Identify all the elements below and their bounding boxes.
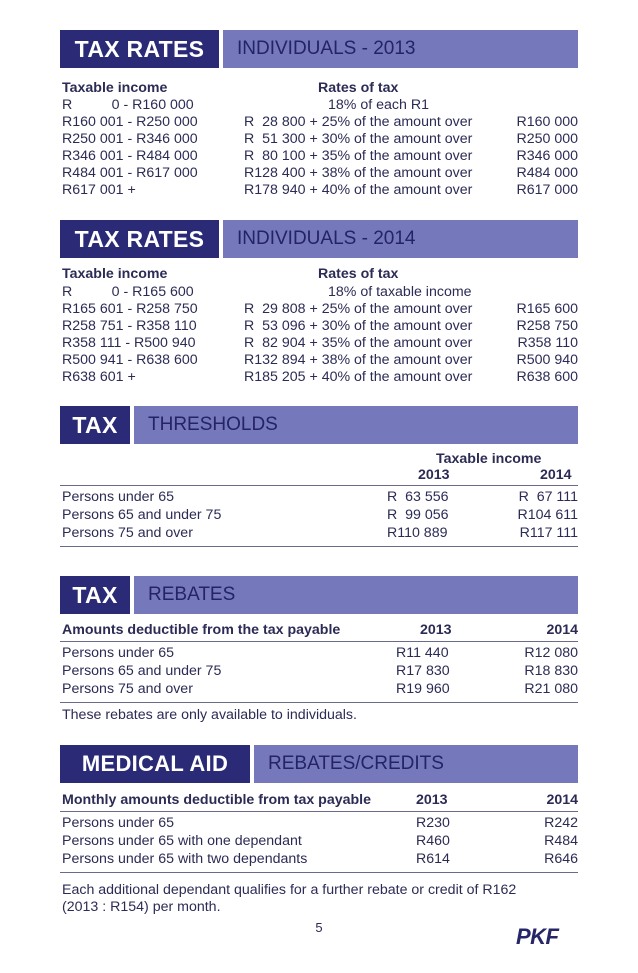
banner-title: TAX (60, 406, 130, 444)
table-row (62, 318, 578, 335)
rate: R 53 096 + 30% of the amount over (244, 318, 473, 334)
tax-thresholds-banner (60, 406, 578, 444)
table-row (62, 182, 578, 199)
divider (60, 485, 578, 486)
rebates-year-2013: 2013 (420, 622, 452, 638)
income-band: R160 001 - R250 000 (62, 114, 198, 130)
value-2013: R11 440 (396, 645, 449, 661)
medical-header-row (62, 792, 578, 809)
row-label: Persons under 65 with two dependants (62, 851, 308, 867)
banner-subtitle: REBATES (134, 576, 578, 614)
value-2013: R17 830 (396, 663, 450, 679)
col-header-taxable-income: Taxable income (62, 80, 168, 96)
income-band: R250 001 - R346 000 (62, 131, 198, 147)
rate: 18% of each R1 (328, 97, 429, 113)
table-row (62, 114, 578, 131)
medical-note-line-1: Each additional dependant qualifies for a further rebate or credit of R162 (62, 882, 517, 898)
col-header-rates-of-tax: Rates of tax (318, 266, 399, 282)
banner-subtitle: INDIVIDUALS - 2014 (223, 220, 578, 258)
divider (60, 811, 578, 812)
page-number: 5 (315, 920, 323, 935)
rate: R 51 300 + 30% of the amount over (244, 131, 473, 147)
col-header-taxable-income: Taxable income (62, 266, 168, 282)
income-band: R638 601 + (62, 369, 136, 385)
table-row (62, 663, 578, 680)
table-row (62, 165, 578, 182)
value-2014: R117 111 (519, 525, 578, 541)
amount-over: R358 110 (517, 335, 578, 351)
table-row (62, 131, 578, 148)
amount-over: R346 000 (516, 148, 578, 164)
row-label: Persons 75 and over (62, 525, 193, 541)
medical-year-2014: 2014 (546, 792, 578, 808)
income-band: R165 601 - R258 750 (62, 301, 198, 317)
rate: R 29 808 + 25% of the amount over (244, 301, 473, 317)
value-2013: R110 889 (387, 525, 448, 541)
table-row (62, 489, 578, 506)
amount-over: R165 600 (516, 301, 578, 317)
table-row (62, 507, 578, 524)
value-2013: R460 (416, 833, 450, 849)
value-2014: R18 830 (524, 663, 578, 679)
amount-over: R484 000 (516, 165, 578, 181)
col-header-rates-of-tax: Rates of tax (318, 80, 399, 96)
rate: R132 894 + 38% of the amount over (244, 352, 473, 368)
value-2014: R484 (544, 833, 578, 849)
banner-subtitle: INDIVIDUALS - 2013 (223, 30, 578, 68)
table-row (62, 284, 578, 301)
table-row (62, 833, 578, 850)
row-label: Persons under 65 with one dependant (62, 833, 302, 849)
banner-subtitle: REBATES/CREDITS (254, 745, 578, 783)
income-band: R 0 - R165 600 (62, 284, 194, 300)
medical-year-2013: 2013 (416, 792, 448, 808)
banner-title: TAX RATES (60, 220, 219, 258)
rate: R 80 100 + 35% of the amount over (244, 148, 473, 164)
value-2013: R230 (416, 815, 450, 831)
divider (60, 546, 578, 547)
tax-rebates-banner (60, 576, 578, 614)
divider (60, 641, 578, 642)
divider (60, 702, 578, 703)
value-2014: R646 (544, 851, 578, 867)
row-label: Persons 75 and over (62, 681, 193, 697)
value-2013: R614 (416, 851, 450, 867)
value-2013: R19 960 (396, 681, 450, 697)
row-label: Persons 65 and under 75 (62, 663, 222, 679)
tax-rates-2014-banner (60, 220, 578, 258)
amount-over: R638 600 (516, 369, 578, 385)
rebates-year-2014: 2014 (546, 622, 578, 638)
medical-aid-banner (60, 745, 578, 783)
table-row (62, 681, 578, 698)
income-band: R617 001 + (62, 182, 136, 198)
rate: R178 940 + 40% of the amount over (244, 182, 473, 198)
medical-note-line-2: (2013 : R154) per month. (62, 899, 221, 915)
table-row (62, 148, 578, 165)
rate: R 82 904 + 35% of the amount over (244, 335, 473, 351)
banner-subtitle: THRESHOLDS (134, 406, 578, 444)
table-row (62, 301, 578, 318)
value-2014: R242 (544, 815, 578, 831)
table-row (62, 352, 578, 369)
table-row (62, 851, 578, 868)
amount-over: R500 940 (516, 352, 578, 368)
banner-title: MEDICAL AID (60, 745, 250, 783)
rate: 18% of taxable income (328, 284, 472, 300)
rebates-note: These rebates are only available to individuals. (62, 707, 357, 723)
rate: R128 400 + 38% of the amount over (244, 165, 473, 181)
rebates-header-row (62, 622, 578, 639)
value-2014: R21 080 (524, 681, 578, 697)
row-label: Persons under 65 (62, 489, 174, 505)
rate: R 28 800 + 25% of the amount over (244, 114, 473, 130)
divider (60, 872, 578, 873)
amount-over: R160 000 (516, 114, 578, 130)
rate: R185 205 + 40% of the amount over (244, 369, 473, 385)
amount-over: R258 750 (516, 318, 578, 334)
table-row (62, 369, 578, 386)
table-row (62, 97, 578, 114)
amount-over: R250 000 (516, 131, 578, 147)
income-band: R258 751 - R358 110 (62, 318, 197, 334)
thresholds-year-2014: 2014 (540, 467, 572, 483)
rebates-header: Amounts deductible from the tax payable (62, 622, 341, 638)
income-band: R500 941 - R638 600 (62, 352, 198, 368)
banner-title: TAX (60, 576, 130, 614)
table-row (62, 525, 578, 542)
row-label: Persons under 65 (62, 815, 174, 831)
table-row (62, 645, 578, 662)
row-label: Persons under 65 (62, 645, 174, 661)
thresholds-year-2013: 2013 (418, 467, 450, 483)
income-band: R346 001 - R484 000 (62, 148, 198, 164)
tax-rates-2013-banner (60, 30, 578, 68)
row-label: Persons 65 and under 75 (62, 507, 222, 523)
banner-title: TAX RATES (60, 30, 219, 68)
income-band: R484 001 - R617 000 (62, 165, 198, 181)
value-2013: R 63 556 (387, 489, 449, 505)
thresholds-group-header: Taxable income (436, 451, 542, 467)
income-band: R 0 - R160 000 (62, 97, 194, 113)
table-row (62, 335, 578, 352)
pkf-logo: PKF (516, 924, 559, 949)
value-2014: R 67 111 (518, 489, 578, 505)
value-2013: R 99 056 (387, 507, 449, 523)
medical-header: Monthly amounts deductible from tax payable (62, 792, 372, 808)
income-band: R358 111 - R500 940 (62, 335, 196, 351)
table-row (62, 815, 578, 832)
value-2014: R104 611 (517, 507, 578, 523)
amount-over: R617 000 (516, 182, 578, 198)
value-2014: R12 080 (524, 645, 578, 661)
